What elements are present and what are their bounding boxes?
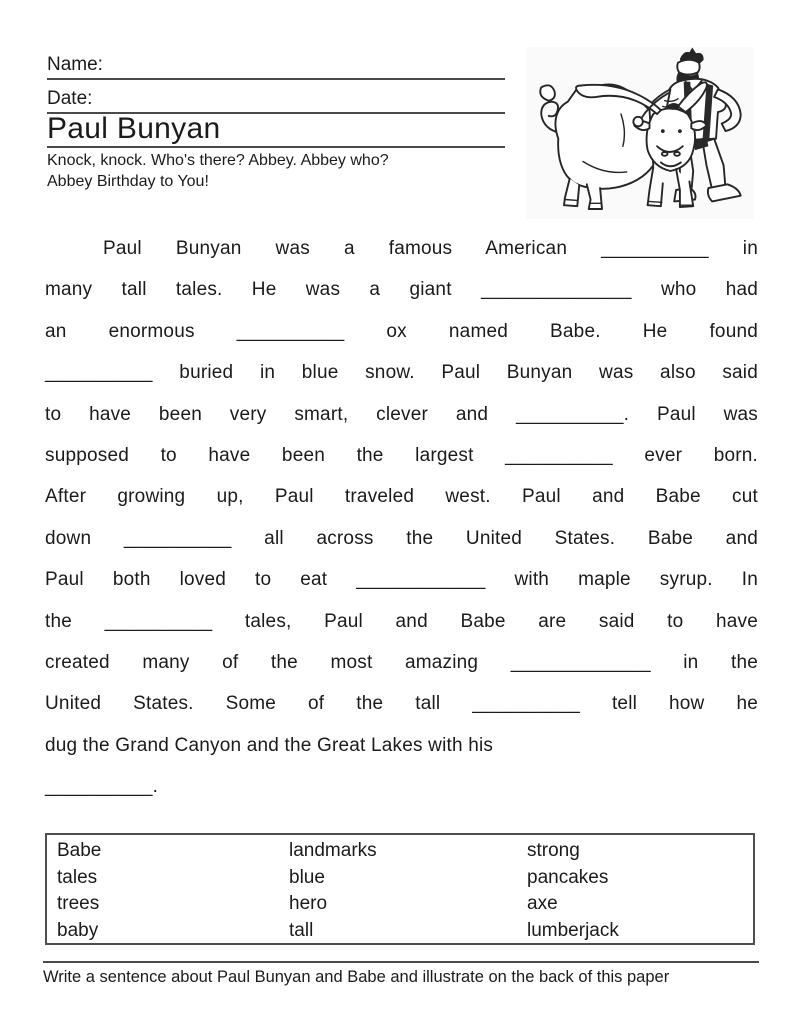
word-bank-word: lumberjack xyxy=(527,919,619,941)
story-line: Paul both loved to eat ____________ with maple syrup. In xyxy=(45,569,758,591)
word-bank-word: hero xyxy=(289,893,328,914)
joke-line-2: Abbey Birthday to You! xyxy=(47,172,209,190)
name-field-line xyxy=(47,52,505,80)
story-line: an enormous __________ ox named Babe. He found xyxy=(45,320,758,342)
story-line: the __________ tales, Paul and Babe are said to have xyxy=(45,610,758,632)
word-bank-word: pancakes xyxy=(527,866,609,888)
ox-and-lumberjack-line-art xyxy=(526,47,754,219)
paul-bunyan-and-babe-illustration xyxy=(526,47,754,219)
story-line: __________. xyxy=(45,776,159,798)
story-line: United States. Some of the tall __________ tell how he xyxy=(45,693,758,715)
word-bank-word: trees xyxy=(57,893,100,914)
worksheet-title-row xyxy=(47,112,505,148)
story-line: many tall tales. He was a giant ______________ who had xyxy=(45,279,758,301)
story-line: __________ buried in blue snow. Paul Bunyan was also said xyxy=(45,362,758,384)
word-bank-word: tall xyxy=(289,919,314,941)
story-line: Paul Bunyan was a famous American __________ in xyxy=(103,238,758,259)
name-label: Name: xyxy=(47,54,103,75)
story-line: dug the Grand Canyon and the Great Lakes with his xyxy=(45,734,494,756)
word-bank-word: blue xyxy=(289,866,325,888)
word-bank-column-2 xyxy=(289,838,527,944)
word-bank-word: landmarks xyxy=(289,840,377,861)
footer-instruction: Write a sentence about Paul Bunyan and Babe and illustrate on the back of this paper xyxy=(43,968,670,986)
word-bank-word: axe xyxy=(527,893,558,914)
word-bank-word: strong xyxy=(527,840,580,861)
story-line: After growing up, Paul traveled west. Paul and Babe cut xyxy=(45,486,758,508)
footer-instruction-row xyxy=(43,961,759,988)
word-bank-column-1 xyxy=(57,838,289,944)
story-paragraph xyxy=(45,228,758,807)
word-bank-column-3 xyxy=(527,838,743,944)
date-label: Date: xyxy=(47,88,93,109)
knock-knock-joke xyxy=(47,151,517,192)
word-bank-word: baby xyxy=(57,919,99,941)
story-line: supposed to have been the largest __________ ever born. xyxy=(45,444,758,466)
story-line: to have been very smart, clever and __________. Paul was xyxy=(45,403,758,425)
word-bank-word: Babe xyxy=(57,840,102,861)
joke-line-1: Knock, knock. Who's there? Abbey. Abbey who? xyxy=(47,152,389,169)
date-field-line xyxy=(47,86,505,114)
page-title: Paul Bunyan xyxy=(47,112,221,145)
word-bank-box xyxy=(45,833,755,945)
story-line: created many of the most amazing _____________ in the xyxy=(45,651,758,673)
word-bank-word: tales xyxy=(57,866,98,888)
story-line: down __________ all across the United States. Babe and xyxy=(45,527,758,549)
